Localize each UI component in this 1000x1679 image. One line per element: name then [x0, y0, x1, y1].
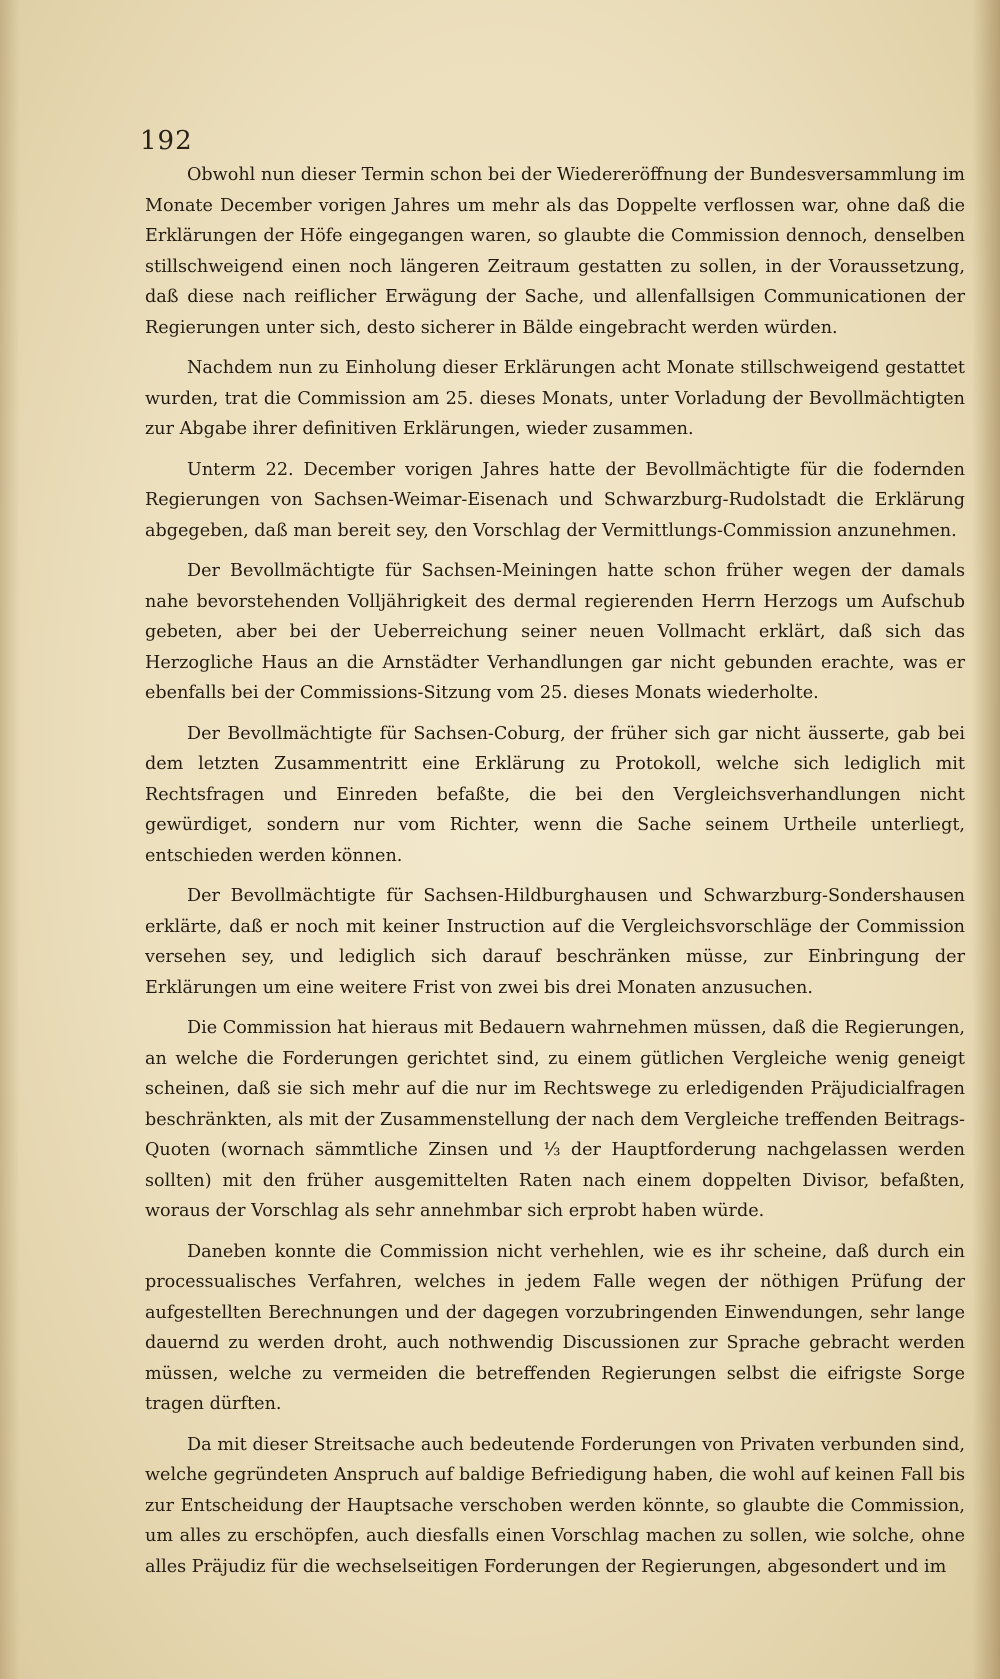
body-text [145, 160, 965, 1592]
paragraph: Nachdem nun zu Einholung dieser Erklärungen acht Monate stillschweigend gestattet wurden, trat die Commission am 25. dieses Monats, unter Vorladung der Bevollmächtigten zur Abgabe ihrer definitiven Erklärungen, wieder zusammen. [145, 358, 965, 439]
paragraph: Die Commission hat hieraus mit Bedauern wahrnehmen müssen, daß die Regierungen, an welche die Forderungen gerichtet sind, zu einem gütlichen Vergleiche wenig geneigt scheinen, daß sie sich mehr auf die nur im Rechtswege zu erledigenden Präjudicialfragen beschränkten, als mit der Zusammenstellung der nach dem Vergleiche treffenden Beitrags-Quoten (wornach sämmtliche Zinsen und ⅓ der Hauptforderung nachgelassen werden sollten) mit den früher ausgemittelten Raten nach einem doppelten Divisor, befaßten, woraus der Vorschlag als sehr annehmbar sich erprobt haben würde. [145, 1018, 965, 1221]
paragraph: Daneben konnte die Commission nicht verhehlen, wie es ihr scheine, daß durch ein processualisches Verfahren, welches in jedem Falle wegen der nöthigen Prüfung der aufgestellten Berechnungen und der dagegen vorzubringenden Einwendungen, sehr lange dauernd zu werden droht, auch nothwendig Discussionen zur Sprache gebracht werden müssen, welche zu vermeiden die betreffenden Regierungen selbst die eifrigste Sorge tragen dürften. [145, 1241, 965, 1414]
paragraph: Der Bevollmächtigte für Sachsen-Hildburghausen und Schwarzburg-Sondershausen erklärte, daß er noch mit keiner Instruction auf die Vergleichsvorschläge der Commission versehen sey, und lediglich sich darauf beschränken müsse, zur Einbringung der Erklärungen um eine weitere Frist von zwei bis drei Monaten anzusuchen. [145, 886, 965, 998]
paragraph: Unterm 22. December vorigen Jahres hatte der Bevollmächtigte für die fodernden Regierungen von Sachsen-Weimar-Eisenach und Schwarzburg-Rudolstadt die Erklärung abgegeben, daß man bereit sey, den Vorschlag der Vermittlungs-Commission anzunehmen. [145, 459, 965, 541]
page-edge-shadow-right [972, 0, 1000, 1679]
paragraph: Der Bevollmächtigte für Sachsen-Meiningen hatte schon früher wegen der damals nahe bevorstehenden Volljährigkeit des dermal regierenden Herrn Herzogs um Aufschub gebeten, aber bei der Ueberreichung seiner neuen Vollmacht erklärt, daß sich das Herzogliche Haus an die Arnstädter Verhandlungen gar nicht gebunden erachte, was er ebenfalls bei der Commissions-Sitzung vom 25. dieses Monats wiederholte. [145, 561, 965, 703]
paragraph: Obwohl nun dieser Termin schon bei der Wiedereröffnung der Bundesversammlung im Monate December vorigen Jahres um mehr als das Doppelte verflossen war, ohne daß die Erklärungen der Höfe eingegangen waren, so glaubte die Commission dennoch, denselben stillschweigend einen noch längeren Zeitraum gestatten zu sollen, in der Voraussetzung, daß diese nach reiflicher Erwägung der Sache, und allenfallsigen Communicationen der Regierungen unter sich, desto sicherer in Bälde eingebracht werden würden. [145, 165, 965, 338]
paragraph: Der Bevollmächtigte für Sachsen-Coburg, der früher sich gar nicht äusserte, gab bei dem letzten Zusammentritt eine Erklärung zu Protokoll, welche sich lediglich mit Rechtsfragen und Einreden befaßte, die bei den Vergleichsverhandlungen nicht gewürdiget, sondern nur vom Richter, wenn die Sache seinem Urtheile unterliegt, entschieden werden können. [145, 723, 965, 866]
page-edge-shadow-left [0, 0, 20, 1679]
paragraph: Da mit dieser Streitsache auch bedeutende Forderungen von Privaten verbunden sind, welche gegründeten Anspruch auf baldige Befriedigung haben, die wohl auf keinen Fall bis zur Entscheidung der Hauptsache verschoben werden könnte, so glaubte die Commission, um alles zu erschöpfen, auch diesfalls einen Vorschlag machen zu sollen, wie solche, ohne alles Präjudiz für die wechselseitigen Forderungen der Regierungen, abgesondert und im [145, 1434, 965, 1577]
page-number: 192 [140, 126, 193, 156]
